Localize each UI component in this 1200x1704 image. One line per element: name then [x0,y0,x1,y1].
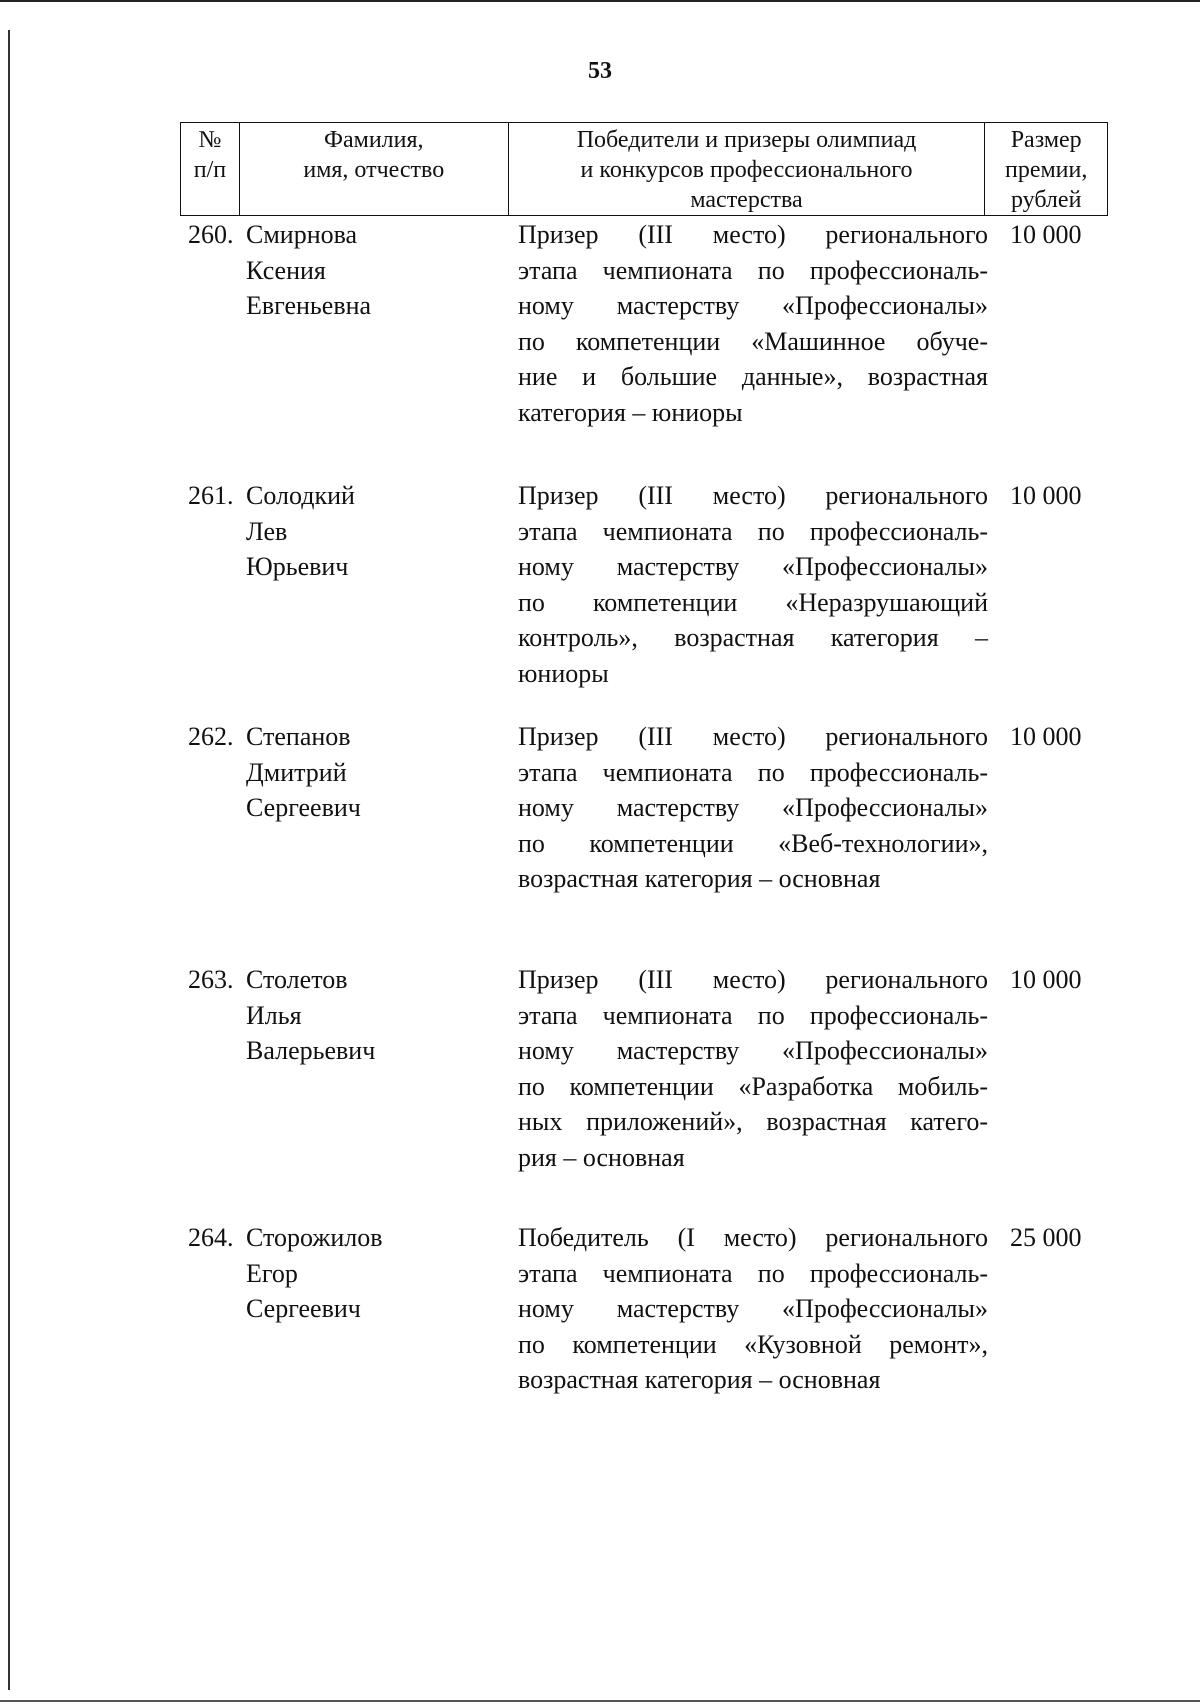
page-border-bottom [0,1700,1200,1702]
first-name: Лев [246,516,288,546]
row-number: 263. [188,965,234,994]
surname: Степанов [246,722,351,751]
description-line: ному мастерству «Профессионалы» [518,1036,988,1065]
description-line: по компетенции «Неразрушающий [518,587,988,617]
person-name [246,719,506,826]
header-cell-description [508,123,985,216]
first-name: Ксения [246,255,326,285]
description-line: Победитель (I место) регионального [518,1223,988,1252]
header-prize-line: премии, [1004,157,1088,183]
header-cell-prize [985,123,1108,216]
description-line: этапа чемпионата по профессиональ- [518,1258,988,1288]
person-name [246,217,506,324]
header-cell-name [239,123,508,216]
description-line: этапа чемпионата по профессиональ- [518,757,988,787]
prize-amount: 10 000 [1010,481,1082,510]
person-name [246,1220,506,1327]
surname: Солодкий [246,481,355,510]
row-number: 261. [188,481,234,510]
achievement-description [518,719,988,897]
first-name: Дмитрий [246,757,347,787]
prize-amount: 10 000 [1010,220,1082,249]
patronymic: Сергеевич [246,793,361,822]
achievement-description [518,1220,988,1398]
description-line: ному мастерству «Профессионалы» [518,291,988,320]
description-line: возрастная категория – основная [518,864,881,893]
row-number: 260. [188,220,234,249]
row-number: 264. [188,1223,234,1252]
description-line: Призер (III место) регионального [518,481,988,510]
header-prize-line: рублей [1010,187,1082,213]
description-line: контроль», возрастная категория – [518,623,988,652]
header-cell-number [181,123,240,216]
table-header-row [181,123,1108,216]
description-line: рия – основная [518,1142,685,1172]
description-line: ному мастерству «Профессионалы» [518,552,988,581]
patronymic: Валерьевич [246,1036,376,1065]
person-name [246,478,506,585]
page-number: 53 [588,58,612,84]
header-number-line: п/п [193,157,227,183]
person-name [246,962,506,1069]
patronymic: Сергеевич [246,1294,361,1323]
description-line: Призер (III место) регионального [518,220,988,249]
surname: Сторожилов [246,1223,383,1252]
first-name: Егор [246,1258,298,1288]
achievement-description [518,217,988,430]
achievement-description [518,478,988,691]
description-line: этапа чемпионата по профессиональ- [518,516,988,546]
description-line: юниоры [518,658,609,688]
page-border-left [8,30,10,1690]
description-line: этапа чемпионата по профессиональ- [518,255,988,285]
description-line: по компетенции «Кузовной ремонт», [518,1329,988,1359]
header-name-line: имя, отчество [303,157,445,183]
description-line: по компетенции «Веб-технологии», [518,828,988,858]
description-line: ние и большие данные», возрастная [518,362,988,391]
achievement-description [518,962,988,1175]
description-line: категория – юниоры [518,397,743,427]
prize-amount: 25 000 [1010,1223,1082,1252]
page-border-top [0,0,1200,2]
first-name: Илья [246,1000,302,1030]
patronymic: Юрьевич [246,552,349,581]
header-description-line: мастерства [690,187,803,213]
description-line: возрастная категория – основная [518,1365,881,1394]
description-line: по компетенции «Машинное обуче- [518,326,988,356]
description-line: Призер (III место) регионального [518,965,988,994]
row-number: 262. [188,722,234,751]
header-name-line: Фамилия, [324,127,424,153]
description-line: этапа чемпионата по профессиональ- [518,1000,988,1030]
patronymic: Евгеньевна [246,291,372,320]
header-number-line: № [198,127,222,153]
prize-amount: 10 000 [1010,722,1082,751]
description-line: Призер (III место) регионального [518,722,988,751]
description-line: ных приложений», возрастная катего- [518,1107,988,1136]
description-line: ному мастерству «Профессионалы» [518,1294,988,1323]
table-header [180,122,1108,216]
description-line: ному мастерству «Профессионалы» [518,793,988,822]
surname: Столетов [246,965,348,994]
prize-amount: 10 000 [1010,965,1082,994]
header-description-line: и конкурсов профессионального [580,157,913,183]
description-line: по компетенции «Разработка мобиль- [518,1071,988,1101]
header-prize-line: Размер [1010,127,1082,153]
surname: Смирнова [246,220,358,249]
header-description-line: Победители и призеры олимпиад [576,127,917,153]
